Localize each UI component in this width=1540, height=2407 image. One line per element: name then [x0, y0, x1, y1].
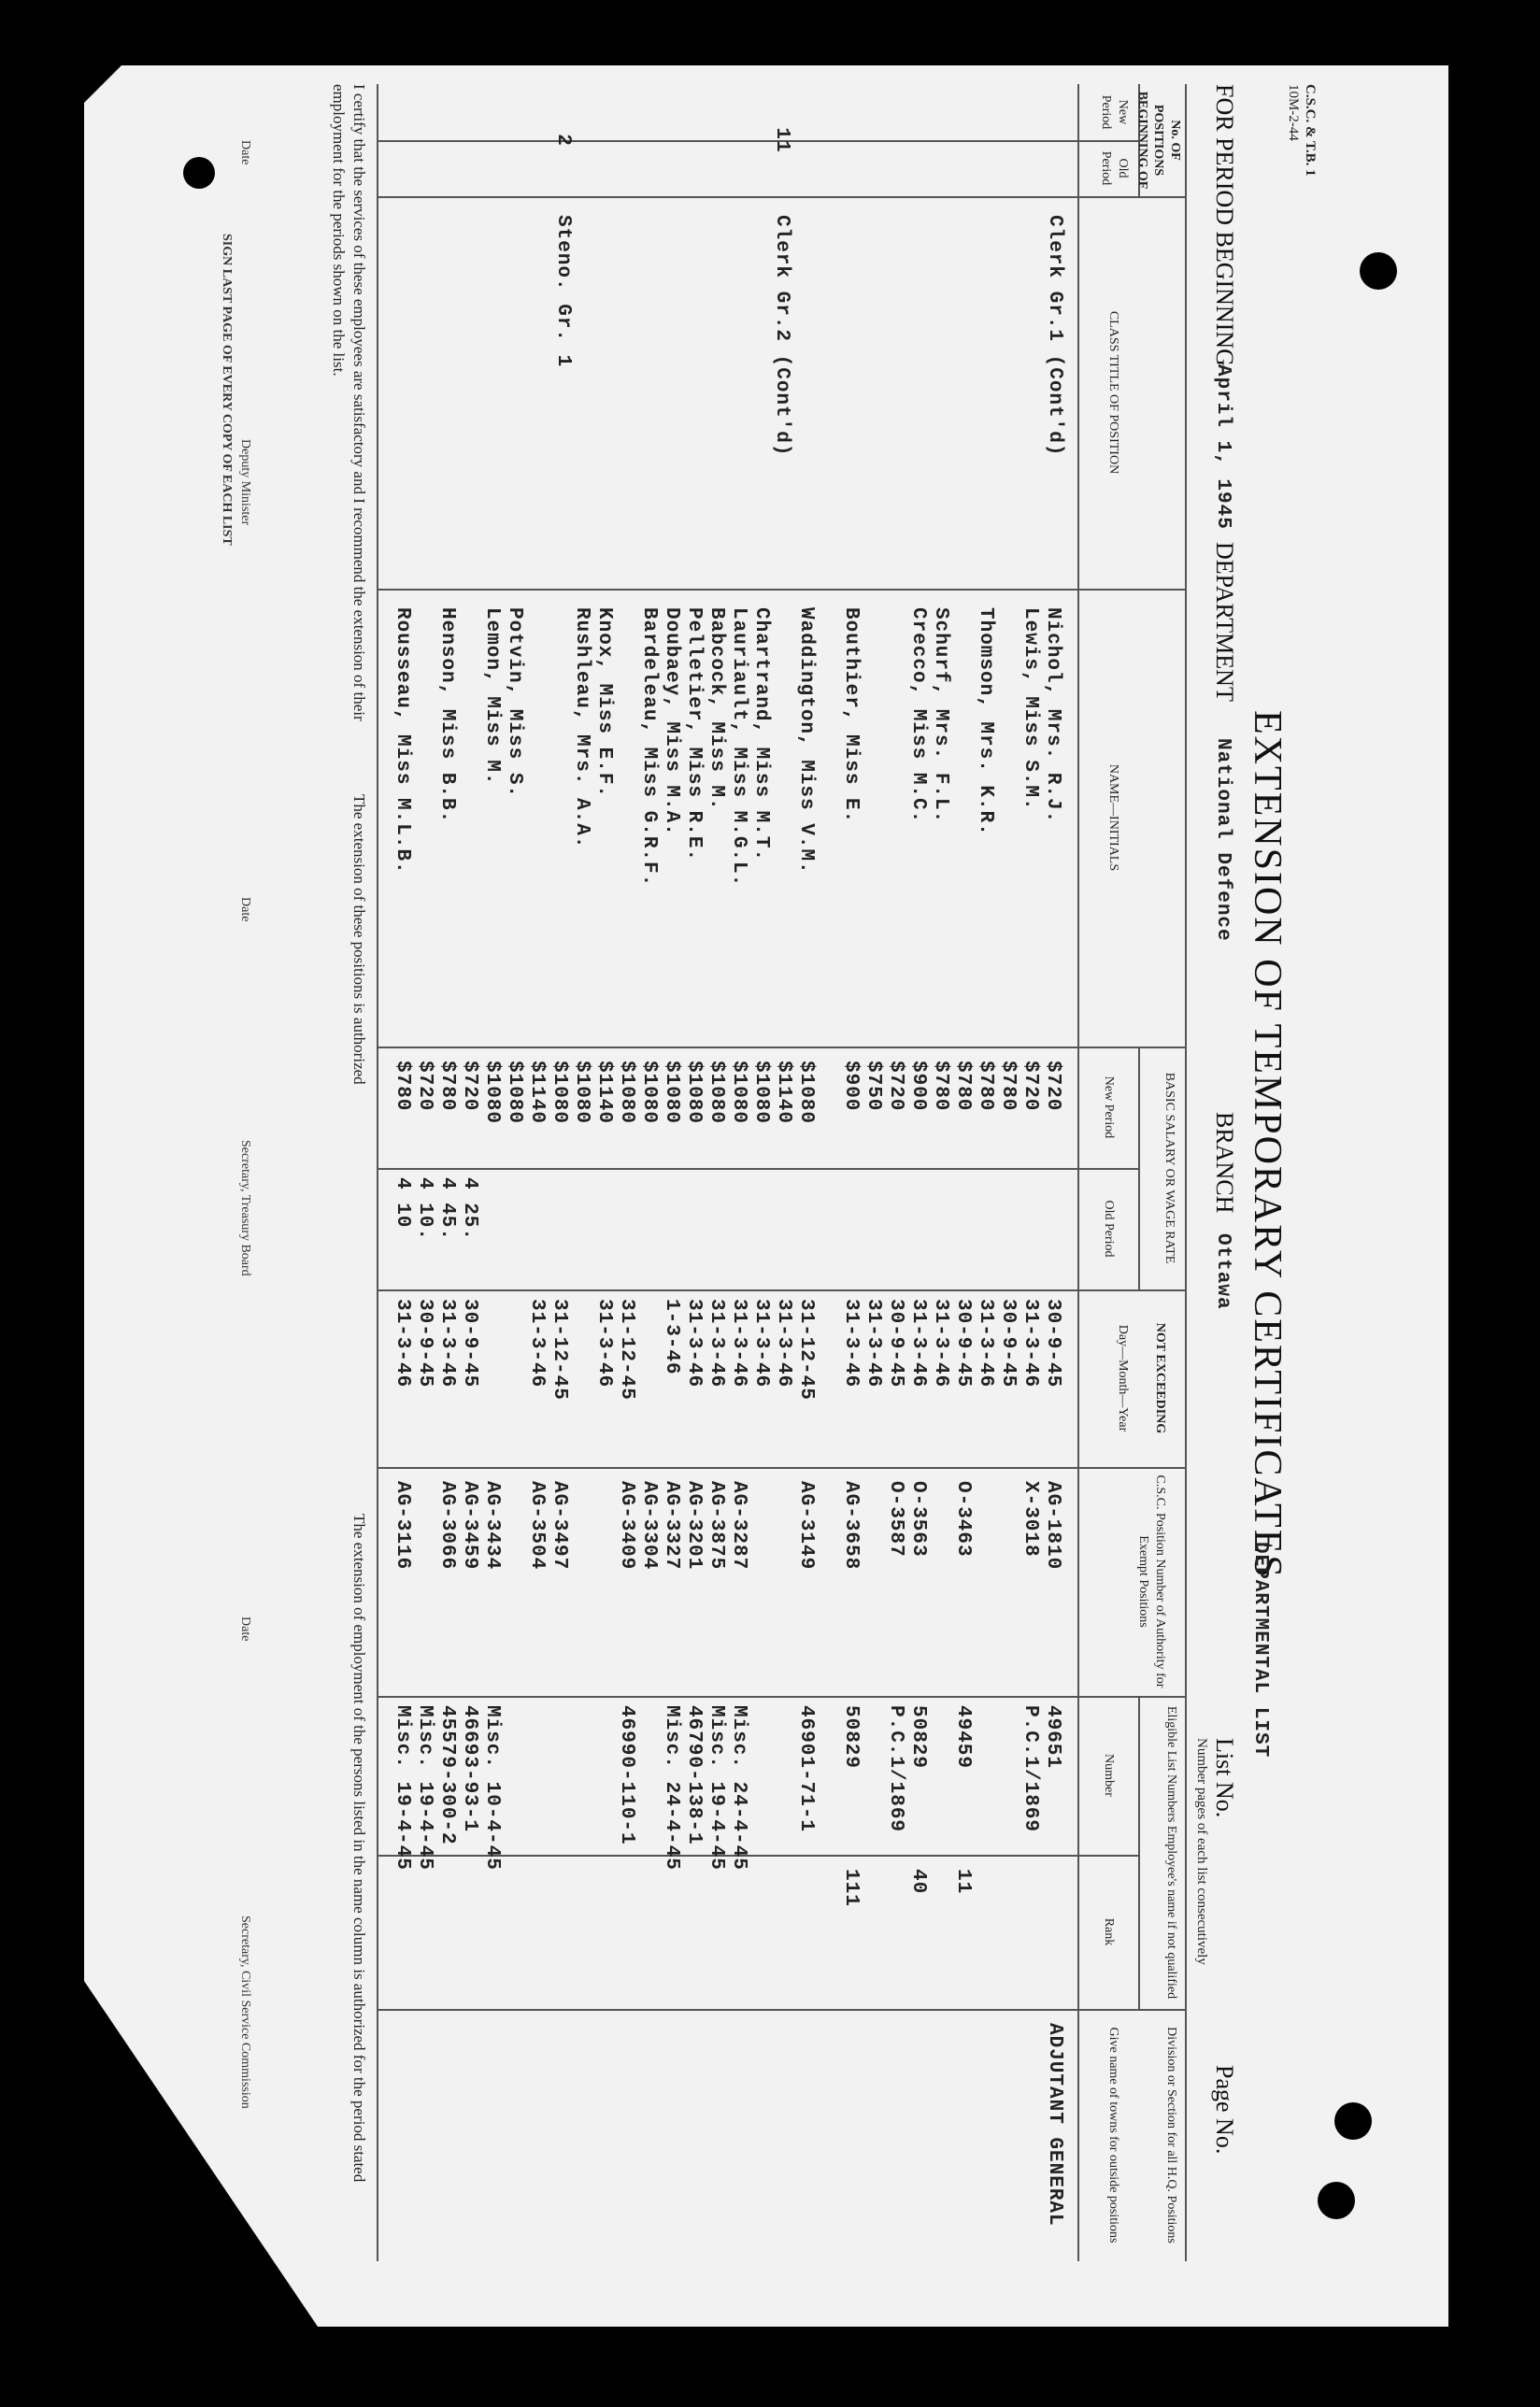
row-salary: $900 [840, 1061, 862, 1112]
header-not-exceeding: NOT EXCEEDING [1153, 1322, 1167, 1434]
row-salary: $1140 [526, 1061, 548, 1125]
row-date: 31-3-46 [975, 1299, 996, 1389]
row-salary: $720 [414, 1061, 435, 1112]
row-name: Lewis, Miss S.M. [1020, 607, 1041, 811]
col-rule [378, 1047, 1187, 1048]
row-date: 31-3-46 [436, 1299, 458, 1389]
group-count: 11 [771, 127, 792, 153]
row-name: Lemon, Miss M. [481, 607, 503, 786]
row-date: 31-3-46 [773, 1299, 794, 1389]
row-date: 31-12-45 [549, 1299, 570, 1401]
form-sub: 10M-2-44 [1286, 84, 1301, 141]
row-list-number: Misc. 24-4-45 [728, 1705, 749, 1871]
branch-label: BRANCH [1211, 1112, 1238, 1214]
row-old-salary: 4 45. [436, 1177, 458, 1242]
header-class-title: CLASS TITLE OF POSITION [1106, 310, 1120, 475]
row-salary: $1080 [571, 1061, 592, 1125]
page-title: EXTENSION OF TEMPORARY CERTIFICATES [1246, 710, 1289, 1579]
row-name: Bardeleau, Miss G.R.F. [638, 607, 660, 888]
sig-date: Date [238, 140, 252, 165]
row-salary: $1080 [638, 1061, 660, 1125]
page-label: Page No. [1211, 2065, 1238, 2155]
row-rank: 111 [840, 1869, 862, 1907]
group-count: 2 [552, 134, 574, 147]
row-date: 30-9-45 [952, 1299, 974, 1389]
header-rule [1077, 84, 1079, 2261]
row-old-salary: 4 10 [392, 1177, 413, 1229]
header-number: Number [1102, 1754, 1116, 1797]
group-class: Clerk Gr.2 (Cont'd) [771, 215, 792, 457]
header-name: NAME—INITIALS [1106, 763, 1120, 872]
header-salary: BASIC SALARY OR WAGE RATE [1162, 1072, 1176, 1264]
row-salary: $1140 [593, 1061, 615, 1125]
row-date: 31-3-46 [683, 1299, 705, 1389]
header-rank: Rank [1102, 1917, 1116, 1946]
form-code: C.S.C. & T.B. 1 [1303, 84, 1318, 177]
row-rank: 40 [907, 1869, 929, 1895]
row-list-number: Misc. 19-4-45 [392, 1705, 413, 1871]
row-salary: $780 [436, 1061, 458, 1112]
punch-hole [1318, 2182, 1355, 2219]
rotated-form [93, 84, 1318, 2289]
row-csc: AG-3149 [795, 1481, 817, 1571]
branch-value: Ottawa [1212, 1233, 1233, 1310]
punch-hole [1360, 252, 1397, 290]
row-old-salary: 4 10. [414, 1177, 435, 1242]
row-date: 31-12-45 [616, 1299, 637, 1401]
group-class: Clerk Gr.1 (Cont'd) [1044, 215, 1065, 457]
col-rule [378, 1289, 1187, 1291]
table-top-rule [1185, 84, 1187, 2261]
row-list-number: Misc. 24-4-45 [661, 1705, 682, 1871]
col-rule [378, 2009, 1187, 2011]
row-list-number: 46901-71-1 [795, 1705, 817, 1833]
row-salary: $1080 [750, 1061, 772, 1125]
row-salary: $720 [885, 1061, 906, 1112]
col-rule [378, 1467, 1187, 1469]
row-name: Schurf, Mrs. F.L. [930, 607, 951, 824]
row-csc: AG-3287 [728, 1481, 749, 1571]
division-value: ADJUTANT GENERAL [1044, 2023, 1065, 2227]
row-list-number: 50829 [840, 1705, 862, 1770]
col-rule [378, 589, 1187, 591]
row-salary: $720 [1042, 1061, 1063, 1112]
header-dmy: Day—Month—Year [1116, 1324, 1130, 1432]
row-date: 1-3-46 [661, 1299, 682, 1375]
sig-treasury: Secretary, Treasury Board [238, 1140, 252, 1276]
row-list-number: 46693-93-1 [459, 1705, 480, 1833]
row-csc: X-3018 [1020, 1481, 1041, 1558]
row-date: 31-3-46 [728, 1299, 749, 1389]
sign-note: SIGN LAST PAGE OF EVERY COPY OF EACH LIST [220, 234, 234, 546]
row-salary: $1080 [504, 1061, 525, 1125]
header-salary-new: New Period [1102, 1075, 1116, 1139]
row-date: 30-9-45 [997, 1299, 1019, 1389]
punch-hole [1334, 2102, 1372, 2140]
header-eligible: Eligible List Numbers Employee's name if not qualified [1164, 1705, 1178, 2000]
row-date: 31-3-46 [1020, 1299, 1041, 1389]
row-date: 31-3-46 [907, 1299, 929, 1389]
row-name: Lauriault, Miss M.G.L. [728, 607, 749, 888]
row-salary: $780 [930, 1061, 951, 1112]
col-rule [378, 1168, 1140, 1170]
row-name: Potvin, Miss S. [504, 607, 525, 799]
row-salary: $1080 [683, 1061, 705, 1125]
row-csc: AG-3497 [549, 1481, 570, 1571]
row-salary: $1080 [728, 1061, 749, 1125]
row-csc: AG-1810 [1042, 1481, 1063, 1571]
row-salary: $1080 [616, 1061, 637, 1125]
row-csc: AG-3116 [392, 1481, 413, 1571]
row-name: Thomson, Mrs. K.R. [975, 607, 996, 836]
row-csc: AG-3504 [526, 1481, 548, 1571]
row-date: 31-3-46 [930, 1299, 951, 1389]
row-salary: $720 [1020, 1061, 1041, 1112]
row-date: 31-3-46 [750, 1299, 772, 1389]
row-date: 31-3-46 [526, 1299, 548, 1389]
row-list-number: P.C.1/1869 [1020, 1705, 1041, 1833]
row-date: 31-3-46 [840, 1299, 862, 1389]
sig-date-3: Date [238, 1617, 252, 1642]
row-name: Nichol, Mrs. R.J. [1042, 607, 1063, 824]
row-salary: $1080 [661, 1061, 682, 1125]
row-salary: $1080 [795, 1061, 817, 1125]
row-rank: 11 [952, 1869, 974, 1895]
department-value: National Defence [1212, 738, 1233, 942]
row-name: Crecco, Miss M.C. [907, 607, 929, 824]
sub-rule [1138, 1047, 1140, 1289]
department-label: DEPARTMENT [1211, 542, 1238, 702]
row-name: Waddington, Miss V.M. [795, 607, 817, 875]
sig-deputy: Deputy Minister [238, 439, 252, 526]
row-date: 30-9-45 [459, 1299, 480, 1389]
row-salary: $780 [975, 1061, 996, 1112]
row-date: 30-9-45 [414, 1299, 435, 1389]
row-name: Doubaey, Miss M.A. [661, 607, 682, 836]
row-list-number: 46790-138-1 [683, 1705, 705, 1845]
row-salary: $780 [997, 1061, 1019, 1112]
row-salary: $780 [952, 1061, 974, 1112]
table-bottom-rule [377, 84, 378, 2261]
header-positions: No. OF POSITIONS BEGINNING OF [1135, 91, 1182, 190]
row-csc: O-3587 [885, 1481, 906, 1558]
row-salary: $720 [459, 1061, 480, 1112]
certify-text: I certify that the services of these employees are satisfactory and I recommend the extension of their employment for the periods shown on the list. [329, 84, 368, 721]
row-csc: AG-3459 [459, 1481, 480, 1571]
row-csc: AG-3658 [840, 1481, 862, 1571]
sub-rule [1138, 1696, 1140, 2009]
col-rule [378, 196, 1187, 198]
row-list-number: 45579-300-2 [436, 1705, 458, 1845]
row-csc: O-3463 [952, 1481, 974, 1558]
row-csc: AG-3201 [683, 1481, 705, 1571]
row-date: 31-3-46 [863, 1299, 884, 1389]
row-name: Henson, Miss B.B. [436, 607, 458, 824]
header-csc: C.S.C. Position Number of Authority for Exempt Positions [1136, 1474, 1167, 1688]
row-csc: AG-3066 [436, 1481, 458, 1571]
period-value: April 1, 1945 [1212, 364, 1233, 530]
row-date: 31-12-45 [795, 1299, 817, 1401]
row-list-number: Misc. 19-4-45 [414, 1705, 435, 1871]
row-old-salary: 4 25. [459, 1177, 480, 1242]
row-date: 30-9-45 [1042, 1299, 1063, 1389]
col-rule [378, 1696, 1187, 1698]
list-label: List No. [1211, 1738, 1238, 1818]
row-salary: $750 [863, 1061, 884, 1112]
row-salary: $1140 [773, 1061, 794, 1125]
row-list-number: 46990-110-1 [616, 1705, 637, 1845]
row-list-number: Misc. 19-4-45 [706, 1705, 727, 1871]
row-name: Chartrand, Miss M.T. [750, 607, 772, 862]
row-salary: $900 [907, 1061, 929, 1112]
col-rule [378, 140, 1140, 142]
sig-date-2: Date [238, 897, 252, 922]
row-name: Babcock, Miss M. [706, 607, 727, 811]
row-name: Knox, Miss E.F. [593, 607, 615, 799]
row-salary: $1080 [481, 1061, 503, 1125]
header-old-period: Old Period [1099, 150, 1130, 186]
row-date: 30-9-45 [885, 1299, 906, 1389]
row-name: Rushleau, Mrs. A.A. [571, 607, 592, 849]
row-list-number: Misc. 10-4-45 [481, 1705, 503, 1871]
row-name: Pelletier, Miss R.E. [683, 607, 705, 862]
period-label: FOR PERIOD BEGINNING [1211, 84, 1238, 366]
row-salary: $1080 [706, 1061, 727, 1125]
header-division: Division or Section for all H.Q. Positions [1164, 2027, 1178, 2243]
row-csc: O-3563 [907, 1481, 929, 1558]
row-csc: AG-3327 [661, 1481, 682, 1571]
row-csc: AG-3409 [616, 1481, 637, 1571]
row-name: Rousseau, Miss M.L.B. [392, 607, 413, 875]
header-new-period: New Period [1099, 94, 1130, 130]
extension-text: The extension of employment of the persons listed in the name column is authorized for the period stated [350, 1514, 368, 2183]
row-list-number: 49651 [1042, 1705, 1063, 1770]
row-csc: AG-3434 [481, 1481, 503, 1571]
row-list-number: P.C.1/1869 [885, 1705, 906, 1833]
row-salary: $780 [392, 1061, 413, 1112]
authorized-text: The extension of these positions is authorized [350, 794, 368, 1085]
row-csc: AG-3875 [706, 1481, 727, 1571]
row-salary: $1080 [549, 1061, 570, 1125]
row-name: Bouthier, Miss E. [840, 607, 862, 824]
row-list-number: 49459 [952, 1705, 974, 1770]
departmental-stamp: DEPARTMENTAL LIST [1249, 1542, 1271, 1759]
list-note: Number pages of each list consecutively [1194, 1738, 1209, 1965]
row-csc: AG-3304 [638, 1481, 660, 1571]
row-date: 31-3-46 [706, 1299, 727, 1389]
header-towns: Give name of towns for outside positions [1106, 2027, 1120, 2243]
group-class: Steno. Gr. 1 [552, 215, 574, 368]
header-salary-old: Old Period [1102, 1200, 1116, 1258]
row-date: 31-3-46 [593, 1299, 615, 1389]
sig-civil: Secretary, Civil Service Commission [238, 1916, 252, 2109]
row-list-number: 50829 [907, 1705, 929, 1770]
row-date: 31-3-46 [392, 1299, 413, 1389]
